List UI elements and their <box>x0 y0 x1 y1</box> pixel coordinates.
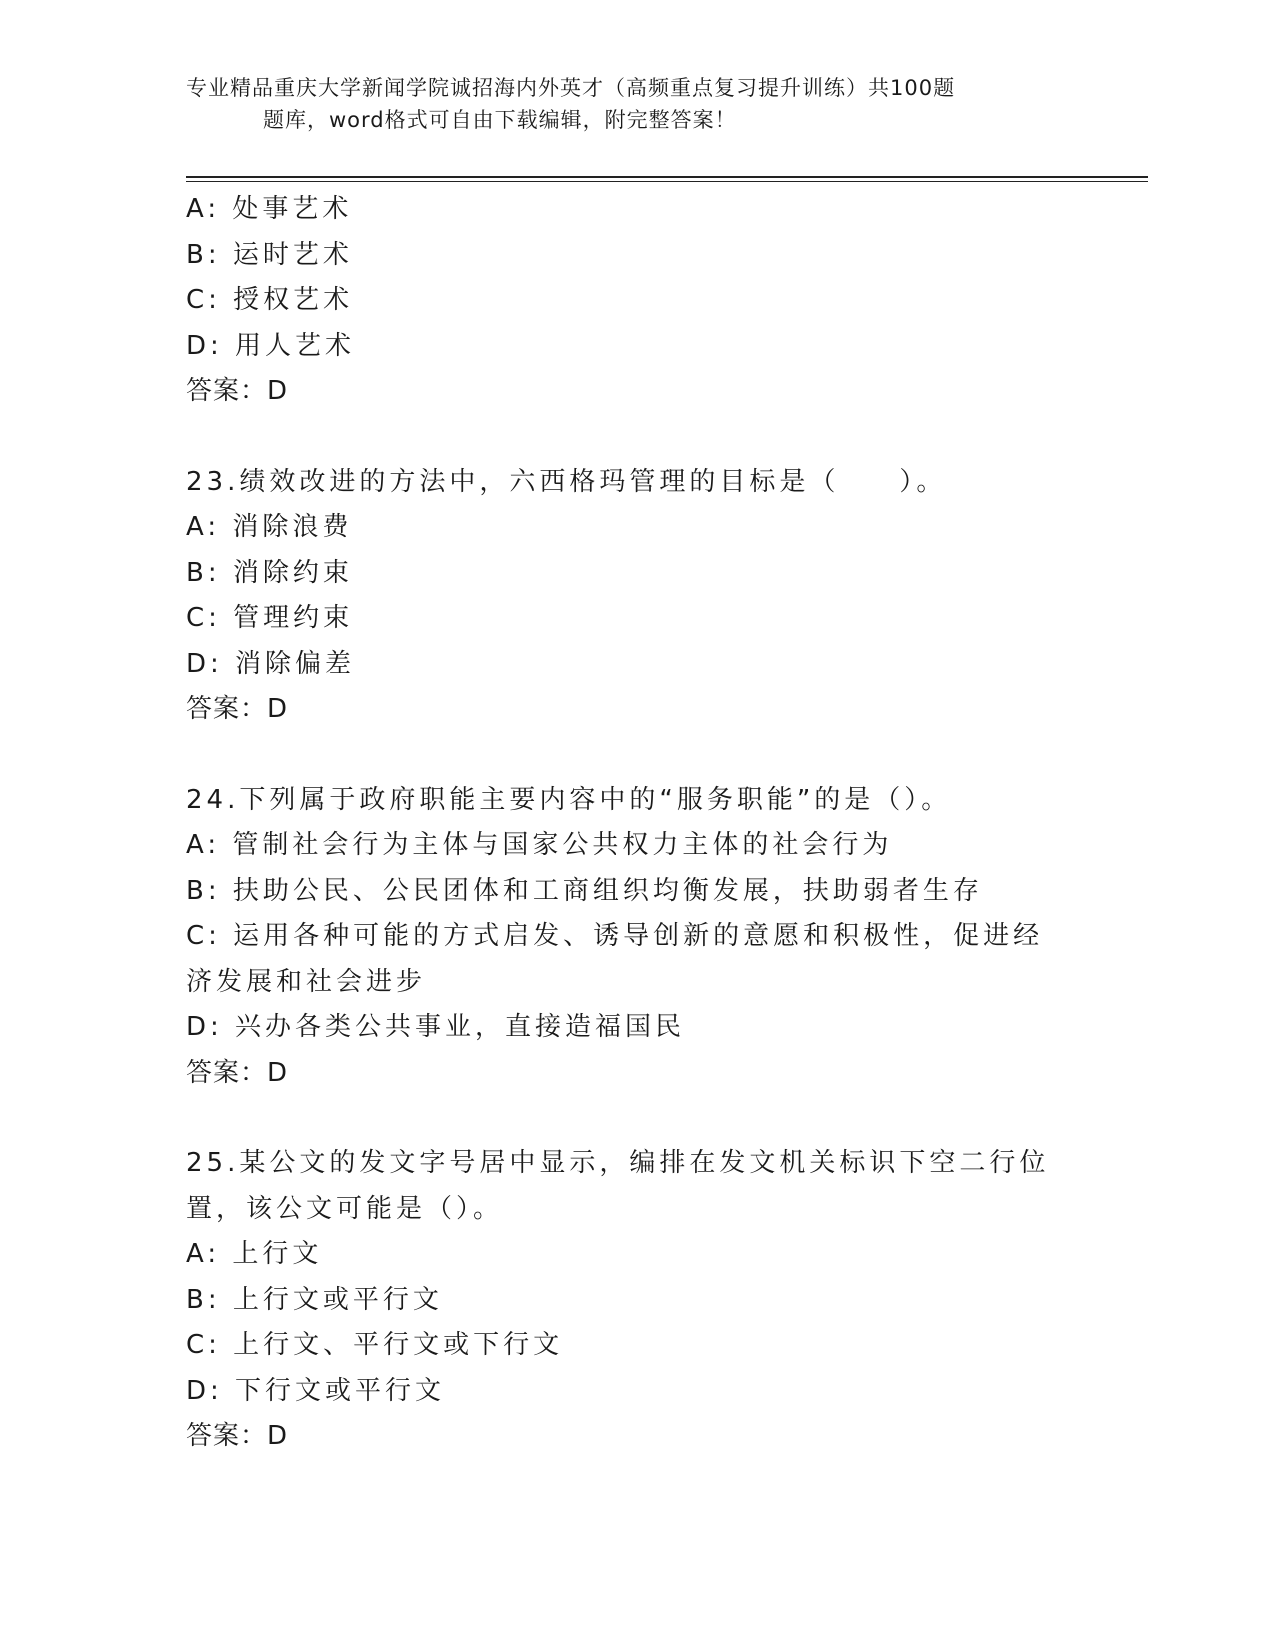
option-c: C: 授权艺术 <box>186 285 354 315</box>
answer-line: 答案：D <box>186 376 289 406</box>
option-d: D: 下行文或平行文 <box>186 1375 446 1406</box>
option-b: B: 运时艺术 <box>186 239 353 270</box>
answer-line: 答案：D <box>186 1057 289 1088</box>
question-stem: 25.某公文的发文字号居中显示，编排在发文机关标识下空二行位置，该公文可能是（）。 <box>186 1148 1050 1224</box>
question-spacer <box>186 1096 1086 1141</box>
header-title-line-2: 题库，word格式可自由下载编辑，附完整答案！ <box>263 108 737 132</box>
option-b: B: 扶助公民、公民团体和工商组织均衡发展，扶助弱者生存 <box>186 875 983 906</box>
option-d: D: 消除偏差 <box>186 648 356 679</box>
question-block-24 <box>186 778 1086 1097</box>
question-list <box>186 187 1086 1460</box>
question-block-23 <box>186 460 1086 733</box>
option-c: C: 上行文、平行文或下行文 <box>186 1330 564 1360</box>
question-spacer <box>186 733 1086 778</box>
question-spacer <box>186 415 1086 460</box>
option-a: A: 处事艺术 <box>186 194 353 224</box>
header-rule-thick <box>186 176 1148 178</box>
option-b: B: 消除约束 <box>186 557 353 588</box>
question-block-22 <box>186 187 1086 415</box>
option-a: A: 上行文 <box>186 1239 323 1269</box>
header-title-line-1: 专业精品重庆大学新闻学院诚招海内外英才（高频重点复习提升训练）共100题 <box>186 76 956 100</box>
document-header <box>186 72 1066 136</box>
option-a: A: 管制社会行为主体与国家公共权力主体的社会行为 <box>186 830 893 860</box>
option-c: C: 运用各种可能的方式启发、诱导创新的意愿和积极性，促进经济发展和社会进步 <box>186 921 1044 997</box>
answer-line: 答案：D <box>186 1421 289 1451</box>
question-stem: 23.绩效改进的方法中，六西格玛管理的目标是（ ）。 <box>186 466 947 497</box>
option-c: C: 管理约束 <box>186 603 354 633</box>
option-d: D: 兴办各类公共事业，直接造福国民 <box>186 1012 686 1042</box>
question-block-25 <box>186 1141 1086 1460</box>
header-rule-thin <box>186 181 1148 182</box>
question-stem: 24.下列属于政府职能主要内容中的“服务职能”的是（）。 <box>186 784 952 815</box>
option-d: D: 用人艺术 <box>186 330 356 361</box>
answer-line: 答案：D <box>186 694 289 724</box>
option-b: B: 上行文或平行文 <box>186 1284 443 1315</box>
option-a: A: 消除浪费 <box>186 512 353 542</box>
